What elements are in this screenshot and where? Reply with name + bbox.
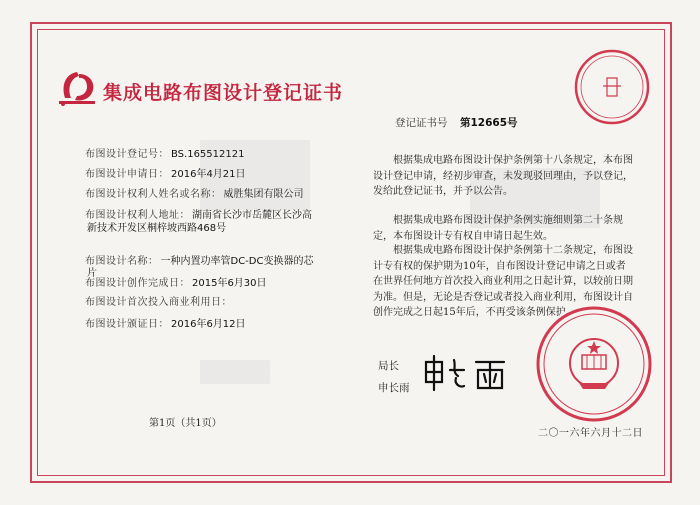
field-label: 布图设计颁证日：: [85, 319, 169, 330]
field-label: 布图设计首次投入商业利用日：: [85, 297, 232, 308]
corner-ornament: [654, 465, 672, 483]
handwritten-signature: [420, 352, 520, 394]
field-label: 布图设计名称：: [85, 256, 159, 267]
field-value: 2016年6月12日: [171, 319, 246, 330]
field-value-continued: 片: [87, 268, 97, 279]
certificate-title: 集成电路布图设计登记证书: [103, 82, 344, 104]
field-label: 布图设计登记号：: [85, 149, 169, 160]
field-creation-date: [85, 277, 267, 290]
field-label: 布图设计申请日：: [85, 169, 169, 180]
field-value: 湖南省长沙市岳麓区长沙高: [192, 210, 312, 221]
paragraph-effective: 根据集成电路布图设计保护条例实施细则第二十条规定，本布图设计专有权自申请日起生效。: [373, 215, 623, 242]
watermark-pattern: [200, 360, 270, 384]
paragraph-registration: 根据集成电路布图设计保护条例第十八条规定，本布图设计登记申请，经初步审查，未发现驳回理由，予以登记，发给此登记证书，并予以公告。: [373, 155, 633, 197]
national-seal-icon: [535, 305, 653, 423]
registration-label: 登记证书号: [395, 117, 448, 129]
field-label: 布图设计创作完成日：: [85, 278, 190, 289]
field-value: 2015年6月30日: [192, 278, 267, 289]
field-right-holder-address-cont: [85, 222, 226, 235]
field-value: 威胜集团有限公司: [223, 189, 304, 200]
director-name-label: 申长雨: [378, 382, 410, 394]
field-value: 一种内置功率管DC-DC变换器的芯: [160, 256, 314, 267]
field-label: 布图设计权利人姓名或名称：: [85, 189, 222, 200]
field-right-holder-address: [85, 209, 312, 222]
field-value: BS.165512121: [171, 149, 245, 160]
corner-ornament: [30, 22, 48, 40]
paragraph-protection-term: 根据集成电路布图设计保护条例第十二条规定，布图设计专有权的保护期为10年，自布图设计登记申请之日或者在世界任何地方首次投入商业利用之日起计算，以较前日期为准。但是，无论是否登记或者投入商业利用，布图设计自创作完成之日起15年后，不再受该条例保护。: [373, 245, 633, 318]
field-layout-name: [85, 255, 313, 268]
watermark-pattern: [200, 140, 310, 210]
director-role-label: 局长: [378, 360, 399, 372]
corner-ornament: [30, 465, 48, 483]
field-label: 布图设计权利人地址：: [85, 210, 190, 221]
field-issue-date: [85, 318, 246, 331]
cnipa-logo-icon: [55, 68, 101, 108]
page-number: 第1页（共1页）: [149, 418, 222, 429]
field-value-continued: 新技术开发区桐梓坡西路468号: [87, 223, 227, 234]
registration-number: 第12665号: [460, 117, 518, 129]
field-first-commercial-use-date: [85, 296, 234, 309]
top-seal-icon: [573, 48, 651, 126]
corner-ornament: [654, 22, 672, 40]
issue-date: 二〇一六年六月十二日: [538, 428, 643, 439]
field-value: 2016年4月21日: [171, 169, 246, 180]
